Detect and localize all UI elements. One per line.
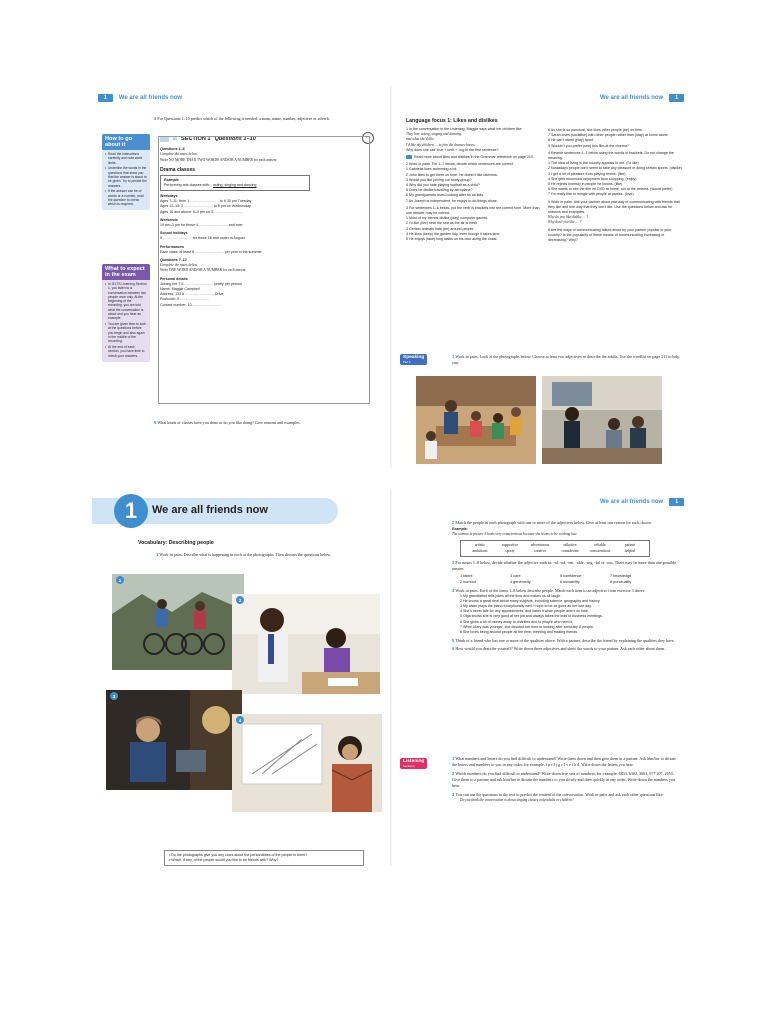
weekdays-title: Weekdays	[160, 194, 178, 199]
noun-item: 6 sociability	[560, 579, 580, 584]
exercise-item: 1 Gabriella likes swimming a lot.	[406, 167, 458, 172]
adjective: conscientious	[589, 549, 611, 553]
discussion-question: • Which, if any, of the people would you like to be friends with? Why?	[169, 858, 279, 863]
noun-item: 2 humour	[460, 579, 477, 584]
exercise-text: 2 Work in pairs. For 1–7 below, decide which sentences are correct.	[406, 162, 514, 167]
exercise-text: Why does she use love + verb + -ing in the first sentence?	[406, 147, 499, 152]
adjective: considerate	[561, 549, 579, 553]
photo-1-cyclists	[112, 574, 244, 670]
exercise-item: 2 He knows a great deal about many subjects, including science, geography and history.	[460, 598, 601, 603]
form-line: Each class: at least 6 …………………… per year in the summer	[160, 249, 262, 254]
header-title: We are all friends now	[118, 95, 183, 101]
box-title: What to expect in the exam	[102, 264, 150, 280]
exercise-item: 2 Nowadays people don't seem to take any pleasure in doing certain sports. (dislike)	[548, 166, 682, 171]
form-frame	[158, 136, 370, 404]
exercise-item: 7 Sarah loves (socialise) with other people rather than (stay) at home alone.	[548, 133, 669, 138]
exercise-item: 2 I'd like (live) near the sea as the air is fresh.	[406, 221, 479, 226]
discussion-questions-box	[164, 850, 364, 866]
form-title: Drama classes	[160, 166, 196, 173]
instruction: Complete the notes below.	[160, 152, 198, 157]
chapter-title: We are all friends now	[152, 504, 268, 516]
exercise-3: 3 For nouns 1–8 below, decide whether the adjective ends in: -al, -ed, -ent, -able, -ing, -ful or -ous. There may be more than one possible answer.	[452, 559, 677, 571]
adjective: creative	[533, 549, 546, 553]
adjective: supportive	[501, 543, 519, 548]
form-line: Ages 12–15: 2 …………………… to 6 pm on Wednesday	[160, 204, 251, 209]
example-text: The woman in picture 3 looks very conscientious because she seems to be working late.	[452, 532, 578, 537]
vocabulary-instruction: 1 Work in pairs. Describe what is happening in each of the photographs. Then discuss the questions below.	[156, 552, 331, 557]
box-item: • Read the instructions carefully and note word limits.	[105, 152, 147, 165]
exercise-item: 5 He rejects honesty in people he knows. (like)	[548, 182, 623, 187]
noun-item: 4 generosity	[510, 579, 531, 584]
page-number: 1	[98, 94, 113, 102]
form-line: Joining fee 7 £ …………………… yearly per person	[160, 281, 242, 286]
form-line: Ages 16 and above: 6–9 pm on 3 ……………………	[160, 209, 243, 214]
vocabulary-title: Vocabulary: Describing people	[138, 540, 214, 546]
exercise-item: 6 She wants to see the film on DVD at home, not at the cinema. (would prefer)	[548, 187, 673, 192]
exercise-item: 5 He enjoys (take) long walks on his own along the coast.	[406, 237, 498, 242]
exercise-item: 8 He can't stand (play) sport.	[548, 138, 594, 143]
exercise-6: 6 How would you describe yourself? Write down three adjectives and show the words to your partner. Ask each other about them.	[452, 646, 666, 652]
photo-number-badge: 4	[236, 716, 244, 724]
adjective: ambitious	[472, 549, 488, 553]
exercise-4: 4 Work in pairs. Each of the items 1–8 below describe people. Match each item to an adjective from exercise 3 above.	[452, 587, 646, 593]
exercise-text: 5 Work in pairs. Ask your partner about one way of communicating with friends that they like and one way that they don't like. Use the questions below and ask for reasons and examples.	[548, 199, 680, 215]
listening-tag: Listening Section 1	[400, 758, 427, 769]
example-question: Why do you like/dislike … ?	[548, 215, 589, 220]
adjective: adventurous	[530, 543, 550, 548]
exercise-2: 2 Match the people in each photograph with one or more of the adjectives below. Give at least one reason for each choice.	[452, 520, 653, 525]
form-line: Address: 133 8 …………………… Drive	[160, 292, 224, 297]
language-focus-title: Language focus 1: Likes and dislikes	[406, 118, 498, 124]
nouns-list	[460, 574, 660, 585]
box-title: How to go about it	[102, 134, 150, 150]
weekends-title: Weekends	[160, 217, 178, 222]
exercise-item: 1 My grandfather tells jokes all the time and makes us all laugh.	[460, 593, 562, 598]
exercise-item: 3 Would you like joining our study group?	[406, 177, 472, 182]
sub-questions-label: Questions 1–6	[160, 147, 185, 151]
bottom-spread	[92, 490, 690, 865]
spine-shadow	[390, 490, 392, 865]
adjective: patient	[624, 543, 636, 548]
form-line: Contact number: 10 ……………………	[160, 302, 222, 307]
example-label: Example:	[452, 527, 468, 531]
example-sentence: and what she'd like:	[406, 137, 435, 142]
instruction: Complete the notes below.	[160, 263, 198, 268]
form-line: 5 …………………… for those 16 and under in August	[160, 236, 245, 241]
headphones-icon: ◠	[362, 132, 374, 144]
exercise-item: 4 He likes (keep) the garden tidy, even though it takes time.	[406, 231, 501, 236]
exercise-item: 8 She loves being around people all the time, meeting and making friends.	[460, 630, 579, 635]
exercise-4-items	[452, 594, 678, 636]
example-question: Do you think the conversation is about singing classes only/adults or children?	[460, 798, 574, 802]
box-item: • At the end of each section, you have time to check your answers.	[105, 345, 147, 358]
listening-exercise-3: 3 You can use the questions in the text to predict the content of the conversation. Work in pairs and ask each other questions like:	[452, 792, 664, 797]
speaking-instruction: 1 Work in pairs. Look at the photographs below. Choose at least two adjectives to describe the adults. Use the wordlist on page 211 to help you.	[452, 354, 680, 365]
chapter-number: 1	[114, 494, 148, 528]
exercise-item: 2 John likes to get there on time. He doesn't like lateness.	[406, 172, 498, 177]
questions-label: Questions 1–10	[214, 136, 256, 142]
question-4-intro: 4 For Questions 1–10 predict which of the following is needed: a noun, name, number, adjective or adverb.	[154, 116, 330, 121]
noun-item: 1 talent	[460, 573, 473, 578]
box-item: • Underline the words in the questions that show you that the answer is about to be given. Try to predict the answers.	[105, 166, 147, 187]
form-line: Name: Maggie Campbell	[160, 287, 200, 292]
exercise-item: 1 Most of my friends dislike (play) computer games.	[406, 216, 489, 221]
box-item: • In IELTS Listening Section 1, you listen to a conversation between two people once only. At the beginning of the recording, you are told what the conversation is about and you hear an example.	[105, 282, 147, 321]
sub-questions-label: Questions 7–10	[160, 258, 187, 263]
word-limit: Write NO MORE THAN TWO WORDS AND/OR A NUMBER for each answer.	[160, 158, 278, 163]
box-item: • You are given time to look at the questions before you begin and also again in the middle of the recording.	[105, 322, 147, 343]
grammar-reference-icon	[406, 155, 412, 159]
exercise-item: 1 The idea of living in the country appeals to me. (I'd like)	[548, 161, 639, 166]
example-sentence: I'd like my children … to join the drama classes.	[406, 142, 476, 147]
exercise-item: 7 As Joseph is independent, he enjoys to do things alone.	[406, 198, 498, 203]
noun-item: 3 care	[510, 573, 521, 578]
example-sentence: They love acting, singing and dancing.	[406, 132, 462, 137]
photo-teacher-and-students	[542, 376, 662, 464]
photo-classroom-group	[416, 376, 536, 464]
exercise-item: 3 I get a lot of pleasure from playing tennis. (like)	[548, 171, 626, 176]
performances-title: Performances	[160, 244, 184, 249]
listening-exercise-1: 1 What numbers and letters do you find difficult to understand? Write them down and then give them to a partner. Ask him/her to dictate the letters and numbers to you in any order, for example, f p r l j g c l v e i b d. Write down the letters you hear.	[452, 756, 676, 767]
adjective: reliable	[594, 543, 606, 548]
vocabulary-exercises	[452, 520, 678, 652]
grammar-reference: Read more about likes and dislikes in the Grammar reference on page 210.	[406, 155, 542, 160]
how-to-go-about-it-box	[102, 134, 150, 210]
exercise-item: 4 Why did you hate playing football as a child?	[406, 183, 480, 188]
adjective: artistic	[474, 543, 486, 548]
adjective: sporty	[505, 549, 515, 553]
photo-4-girl-drawing	[232, 714, 382, 812]
header-title: We are all friends now	[599, 499, 664, 505]
right-running-header	[600, 498, 684, 506]
noun-item: 5 confidence	[560, 573, 582, 578]
exercise-item: 6 She gives a lot of money away to charities and to people who need it.	[460, 619, 574, 624]
photo-number-badge: 1	[116, 576, 124, 584]
adjective: helpful	[624, 549, 636, 553]
exercise-5: 5 Think of a friend who has one or more of the qualities above. With a partner, describe the friend by explaining the qualities they have.	[452, 638, 675, 644]
exercise-item: 6 As she is so punctual, she likes other people (be) on time.	[548, 128, 643, 132]
page-number: 1	[669, 94, 684, 102]
adjective: talkative	[563, 543, 577, 548]
exercise-item: 5 Olga knows she is very good at her job and always takes the lead in business meetings.	[460, 614, 603, 619]
photo-3-woman-working-late	[106, 690, 242, 790]
example-label: Example	[164, 177, 179, 182]
spine-shadow	[390, 86, 392, 468]
word-limit: Write ONE WORD AND/OR A NUMBER for each answer.	[160, 268, 247, 273]
exercise-item: 7 When Mary was younger, she devoted her time to looking after seriously ill people.	[460, 624, 595, 629]
photo-number-badge: 3	[110, 692, 118, 700]
box-item: • If the answer can be of words or a number, read the question to check which is required.	[105, 189, 147, 206]
language-focus-col-1	[406, 118, 542, 242]
what-to-expect-box	[102, 264, 150, 362]
photo-number-badge: 2	[236, 596, 244, 604]
example-text: Performing arts classes with:	[164, 182, 210, 187]
holidays-title: School holidays	[160, 231, 188, 236]
listening-exercise-2: 2 Which numbers do you find difficult to understand? Write down five sets of numbers, for example, 6833, 6302, 3663, 077 207, 2553. Give them to a partner and ask him/her to dictate the numbers to you slowly and then quickly in any order. Write down the numbers you hear.	[452, 771, 676, 788]
adjectives-box	[460, 540, 650, 556]
example-answer: acting, singing and dancing	[212, 182, 257, 187]
form-line: Ages 7–11: from 1 …………………… to 6.30 pm Tuesday	[160, 199, 252, 204]
noun-item: 7 knowledge	[610, 573, 632, 578]
track-number: 01	[173, 137, 177, 141]
noun-item: 8 punctuality	[610, 579, 632, 584]
exercise-text: 1 In the conversation in the Listening, Maggie says what her children like:	[406, 127, 523, 131]
photo-2-tutor-and-girl	[232, 594, 380, 694]
right-running-header	[600, 94, 684, 102]
form-line: Postcode: 9 ……………………	[160, 297, 209, 302]
exercise-text: 4 Rewrite sentences 1–7 below using the words in brackets. Do not change the meaning.	[548, 150, 674, 161]
discussion-question: • Do the photographs give you any clues about the personalities of the people in them?	[169, 853, 308, 857]
top-spread	[92, 86, 690, 468]
exercise-item: 3 Certain animals hate (be) around people.	[406, 226, 475, 231]
exercise-item: 3 My sister plays the piano exceptionally well. I hope to be as good as her one day.	[460, 604, 592, 608]
personal-details-title: Personal details	[160, 276, 188, 281]
question-5: 5 What kinds of classes have you done or do you like doing? Give reasons and examples.	[154, 420, 301, 425]
exercise-item: 7 I'm really fine to mingle with people at parties. (love)	[548, 192, 634, 197]
example-question: Why don't you like … ?	[548, 220, 582, 225]
exercise-item: 4 She's never late for any appointments, and hates it when people aren't on time.	[460, 609, 589, 614]
exercise-item: 5 Does he dislike travelling by aeroplane?	[406, 188, 473, 193]
page-number: 1	[669, 498, 684, 506]
left-running-header	[98, 94, 182, 102]
section-name: SECTION 1	[181, 136, 211, 142]
speaking-tag: Speaking Part 2	[400, 354, 427, 365]
language-focus-col-2	[548, 128, 682, 243]
exercise-text: 3 For sentences 1–6 below, put the verb in brackets into the correct form. More than one answer may be correct.	[406, 205, 540, 216]
exercise-text: 6 Are the ways of communicating talked about by your partner popular in your country? Is the popularity of these means of communicating increasing or decreasing? Why?	[548, 227, 672, 243]
exercise-item: 6 My grandparents loved looking after us as kids.	[406, 193, 485, 198]
listening-exercises	[452, 756, 678, 803]
exercise-item: 9 Wouldn't you prefer (see) this film at the cinema?	[548, 143, 629, 148]
exercise-item: 4 She gets enormous enjoyment from shopping. (enjoy)	[548, 176, 637, 181]
form-line: 10 am–1 pm for those 4 …………………… and over	[160, 223, 243, 228]
header-title: We are all friends now	[599, 95, 664, 101]
